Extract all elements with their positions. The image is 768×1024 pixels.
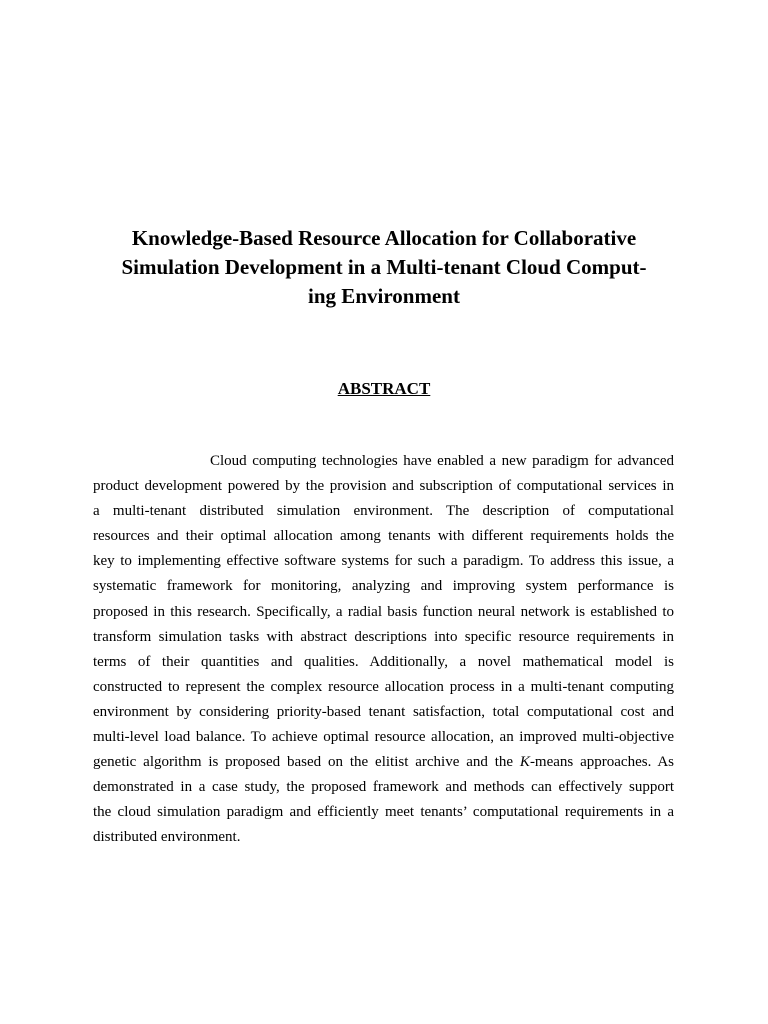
- abstract-line-13: [93, 750, 674, 775]
- abstract-line-13-head: genetic algorithm is proposed based on the elitist archive and the: [93, 754, 514, 771]
- abstract-line-13-tail: -means approaches. As: [529, 754, 675, 771]
- title-line-3: ing Environment: [308, 284, 460, 308]
- title-line-2: Simulation Development in a Multi-tenant Cloud Comput-: [121, 255, 647, 279]
- abstract-line-4: resources and their optimal allocation among tenants with different requirements holds the: [93, 528, 674, 545]
- abstract-line-5: key to implementing effective software systems for such a paradigm. To address this issue, a: [93, 553, 674, 570]
- abstract-line-8: transform simulation tasks with abstract descriptions into specific resource requirements in: [93, 628, 674, 645]
- abstract-line-3: a multi-tenant distributed simulation environment. The description of computational: [93, 503, 674, 520]
- abstract-line-1: Cloud computing technologies have enabled a new paradigm for advanced: [210, 453, 674, 469]
- abstract-line-2: product development powered by the provision and subscription of computational services in: [93, 478, 674, 495]
- title-line-1: Knowledge-Based Resource Allocation for Collaborative: [131, 226, 637, 250]
- abstract-line-16: distributed environment.: [93, 829, 241, 846]
- abstract-line-9: terms of their quantities and qualities. Additionally, a novel mathematical model is: [93, 653, 674, 670]
- abstract-body: [93, 449, 674, 851]
- abstract-heading: ABSTRACT: [337, 379, 431, 398]
- abstract-line-12: multi-level load balance. To achieve optimal resource allocation, an improved multi-objective: [93, 729, 674, 746]
- abstract-line-6: systematic framework for monitoring, analyzing and improving system performance is: [93, 578, 674, 595]
- k-means-italic: K: [519, 754, 530, 771]
- abstract-line-15: the cloud simulation paradigm and efficiently meet tenants’ computational requirements in a: [93, 804, 674, 821]
- abstract-line-7: proposed in this research. Specifically, a radial basis function neural network is established to: [93, 603, 674, 620]
- abstract-line-14: demonstrated in a case study, the proposed framework and methods can effectively support: [93, 779, 674, 796]
- abstract-line-10: constructed to represent the complex resource allocation process in a multi-tenant computing: [93, 678, 674, 695]
- abstract-line-11: environment by considering priority-based tenant satisfaction, total computational cost and: [93, 703, 674, 720]
- paper-title: [84, 224, 684, 311]
